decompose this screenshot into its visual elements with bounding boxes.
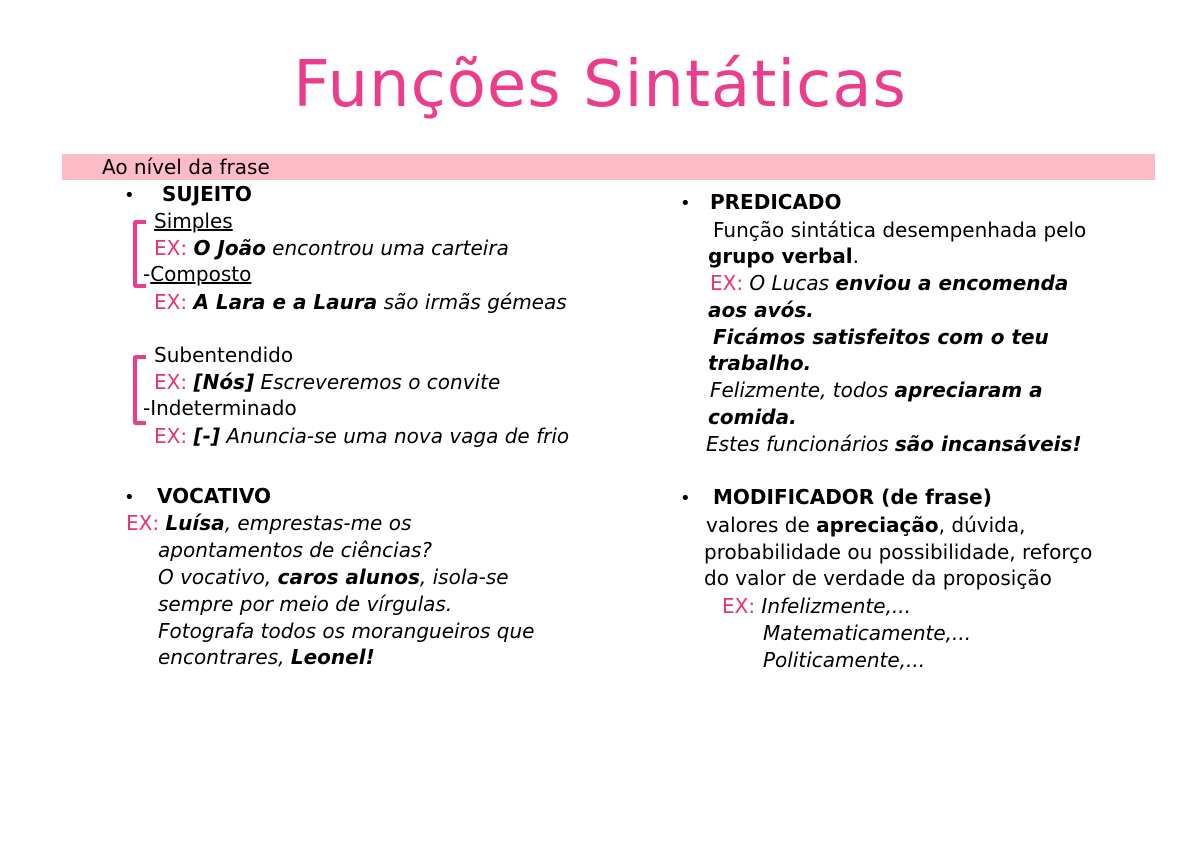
sujeito-subentendido: Subentendido: [154, 343, 294, 367]
sujeito-simples-example: EX: O João encontrou uma carteira: [154, 236, 509, 260]
predicado-example-3-cont: comida.: [708, 405, 797, 429]
sujeito-heading: SUJEITO: [162, 182, 252, 206]
predicado-example-4: Estes funcionários são incansáveis!: [706, 432, 1082, 456]
modificador-description-cont: probabilidade ou possibilidade, reforço: [704, 540, 1093, 564]
predicado-example-2-cont: trabalho.: [708, 351, 812, 375]
vocativo-note-cont: sempre por meio de vírgulas.: [158, 592, 453, 616]
vocativo-example-cont: apontamentos de ciências?: [158, 538, 433, 562]
modificador-example-2: Matematicamente,...: [763, 621, 972, 645]
sujeito-indeterminado: -Indeterminado: [143, 396, 297, 420]
predicado-example-3: Felizmente, todos apreciaram a: [710, 378, 1043, 402]
predicado-example-2: Ficámos satisfeitos com o teu: [713, 325, 1049, 349]
modificador-description: valores de apreciação, dúvida,: [706, 513, 1026, 537]
bullet: •: [680, 488, 691, 509]
section-label: Ao nível da frase: [102, 155, 270, 179]
modificador-description-end: do valor de verdade da proposição: [704, 566, 1052, 590]
sujeito-subentendido-example: EX: [Nós] Escreveremos o convite: [154, 370, 501, 394]
predicado-definition: Função sintática desempenhada pelo: [713, 218, 1087, 242]
modificador-heading: MODIFICADOR (de frase): [713, 485, 992, 509]
vocativo-heading: VOCATIVO: [157, 484, 271, 508]
sujeito-composto-example: EX: A Lara e a Laura são irmãs gémeas: [154, 290, 567, 314]
modificador-example-1: EX: Infelizmente,...: [722, 594, 912, 618]
predicado-heading: PREDICADO: [710, 190, 842, 214]
sujeito-composto: -Composto: [143, 262, 252, 286]
vocativo-example-2-cont: encontrares, Leonel!: [158, 645, 375, 669]
vocativo-example: EX: Luísa, emprestas-me os: [126, 511, 412, 535]
predicado-definition-cont: grupo verbal.: [708, 244, 859, 268]
bullet: •: [124, 185, 135, 206]
sujeito-indeterminado-example: EX: [-] Anuncia-se uma nova vaga de frio: [154, 424, 570, 448]
modificador-example-3: Politicamente,...: [763, 648, 926, 672]
predicado-example-1-cont: aos avós.: [708, 298, 814, 322]
vocativo-note: O vocativo, caros alunos, isola-se: [158, 565, 509, 589]
predicado-example-1: EX: O Lucas enviou a encomenda: [710, 271, 1069, 295]
sujeito-simples: Simples: [154, 209, 233, 233]
bullet: •: [124, 487, 135, 508]
vocativo-example-2: Fotografa todos os morangueiros que: [158, 619, 535, 643]
bullet: •: [680, 193, 691, 214]
page-title: Funções Sintáticas: [293, 48, 907, 122]
